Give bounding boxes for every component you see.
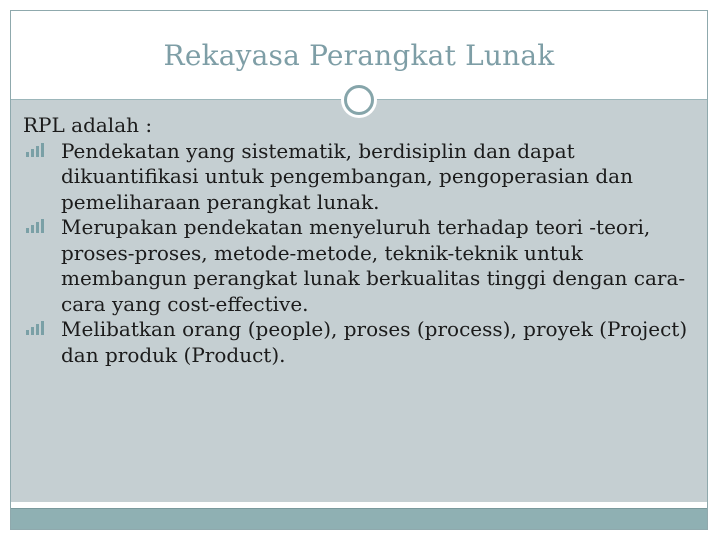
- list-item: [23, 317, 688, 368]
- list-item: [23, 139, 688, 216]
- bullet-text: Merupakan pendekatan menyeluruh terhadap teori -teori, proses-proses, metode-metode, teknik-teknik untuk membangun perangkat lunak berkualitas tinggi dengan cara-cara yang cost-effective.: [61, 215, 686, 316]
- signal-bars-icon: [25, 317, 51, 342]
- bullet-text: Melibatkan orang (people), proses (process), proyek (Project) dan produk (Product).: [61, 317, 688, 367]
- signal-bars-icon: [25, 139, 51, 164]
- list-item: [23, 215, 688, 317]
- signal-bars-icon: [25, 215, 51, 240]
- intro-text: RPL adalah :: [23, 113, 153, 137]
- slide-title: Rekayasa Perangkat Lunak: [163, 39, 555, 72]
- ring-ornament-icon: [344, 85, 374, 115]
- footer-bar: [11, 508, 707, 529]
- bullet-list: [23, 139, 688, 369]
- slide-body: [23, 113, 688, 368]
- bullet-text: Pendekatan yang sistematik, berdisiplin dan dapat dikuantifikasi untuk pengembangan, pengoperasian dan pemeliharaan perangkat lunak.: [61, 138, 633, 214]
